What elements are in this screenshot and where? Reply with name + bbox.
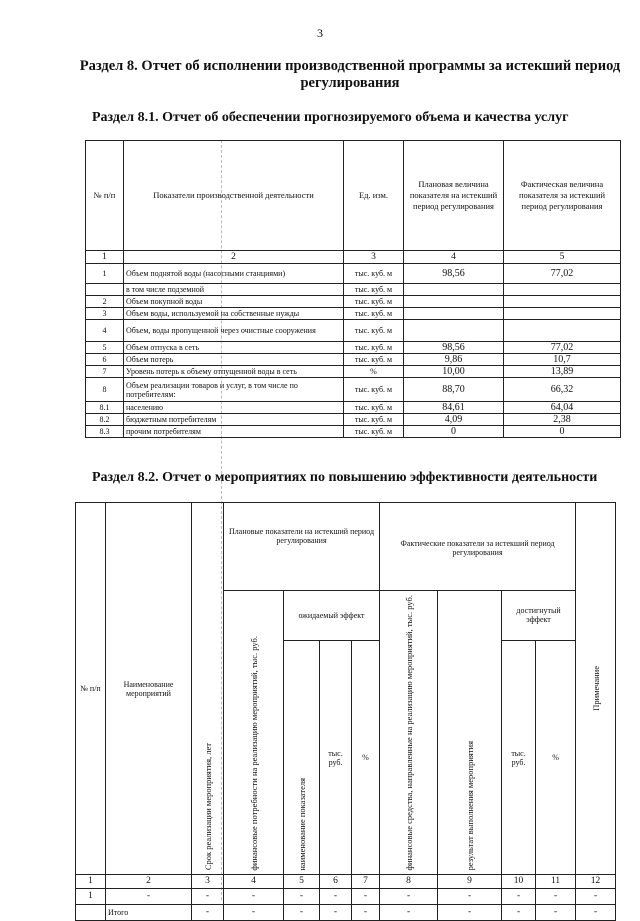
row-num: 3: [86, 308, 124, 320]
header-name: Наименование мероприятий: [106, 503, 192, 875]
table-row: [76, 889, 616, 905]
row-fact: [504, 320, 621, 342]
row-plan: 88,70: [404, 378, 504, 402]
cell: -: [192, 905, 224, 921]
header-fact-group: Фактические показатели за истекший период регулирования: [380, 503, 576, 591]
header-note-text: Примечание: [590, 666, 601, 712]
cell: -: [284, 905, 320, 921]
header-result: [438, 591, 502, 875]
header-indicator: Показатели производственной деятельности: [124, 141, 344, 251]
col-number: 5: [504, 251, 621, 264]
row-fact: 64,04: [504, 402, 621, 414]
row-unit: тыс. куб. м: [344, 320, 404, 342]
table-row: [86, 296, 621, 308]
header-fin-need: [224, 591, 284, 875]
header-fin-spent: [380, 591, 438, 875]
header-percent: %: [352, 640, 380, 875]
row-plan: [404, 296, 504, 308]
row-name: Объем поднятой воды (насосными станциями): [124, 264, 344, 284]
cell: -: [106, 889, 192, 905]
row-fact: 66,32: [504, 378, 621, 402]
row-name: Объем воды, используемой на собственные нужды: [124, 308, 344, 320]
header-term-text: Срок реализации мероприятия, лет: [202, 743, 213, 871]
header-fin-spent-text: финансовые средства, направленные на реализацию мероприятий, тыс. руб.: [403, 595, 414, 871]
row-unit: тыс. куб. м: [344, 354, 404, 366]
row-plan: 98,56: [404, 264, 504, 284]
row-unit: тыс. куб. м: [344, 342, 404, 354]
cell: -: [502, 889, 536, 905]
col-number: 8: [380, 875, 438, 889]
col-number: 9: [438, 875, 502, 889]
row-unit: тыс. куб. м: [344, 296, 404, 308]
section-8-1-title: Раздел 8.1. Отчет об обеспечении прогнозируемого объема и качества услуг: [92, 110, 569, 125]
row-num: 2: [86, 296, 124, 308]
row-num: 8.2: [86, 414, 124, 426]
header-num: № п/п: [76, 503, 106, 875]
row-plan: 0: [404, 426, 504, 438]
table-row: [86, 354, 621, 366]
col-number: 6: [320, 875, 352, 889]
table-row: [86, 414, 621, 426]
table-row: [86, 426, 621, 438]
cell: [76, 905, 106, 921]
row-fact: [504, 296, 621, 308]
row-fact: [504, 284, 621, 296]
cell: -: [284, 889, 320, 905]
row-unit: тыс. куб. м: [344, 308, 404, 320]
table-row: [86, 402, 621, 414]
row-plan: 98,56: [404, 342, 504, 354]
row-unit: тыс. куб. м: [344, 426, 404, 438]
page-number: 3: [317, 26, 323, 40]
row-plan: [404, 320, 504, 342]
col-number: 11: [536, 875, 576, 889]
header-indicator-name: [284, 640, 320, 875]
row-fact: 10,7: [504, 354, 621, 366]
cell: -: [502, 905, 536, 921]
table-row: [86, 284, 621, 296]
col-number: 7: [352, 875, 380, 889]
row-num: 5: [86, 342, 124, 354]
production-indicators-table: [85, 140, 621, 438]
row-name: Объем реализации товаров и услуг, в том числе по потребителям:: [124, 378, 344, 402]
cell: -: [536, 905, 576, 921]
cell: -: [576, 905, 616, 921]
row-num: 4: [86, 320, 124, 342]
header-result-text: результат выполнения мероприятия: [464, 741, 475, 871]
row-unit: тыс. куб. м: [344, 264, 404, 284]
header-num: № п/п: [86, 141, 124, 251]
col-number: 3: [192, 875, 224, 889]
cell-total-label: Итого: [106, 905, 192, 921]
col-number: 12: [576, 875, 616, 889]
row-name: прочим потребителям: [124, 426, 344, 438]
col-number: 3: [344, 251, 404, 264]
header-achieved-effect: достигнутый эффект: [502, 591, 576, 641]
cell: -: [224, 889, 284, 905]
cell: -: [192, 889, 224, 905]
header-thous-rub-2: тыс. руб.: [502, 640, 536, 875]
table-row: [86, 264, 621, 284]
row-unit: тыс. куб. м: [344, 378, 404, 402]
col-number: 1: [86, 251, 124, 264]
cell: -: [380, 905, 438, 921]
row-plan: 10,00: [404, 366, 504, 378]
header-note: [576, 503, 616, 875]
col-number: 4: [224, 875, 284, 889]
efficiency-measures-table: [75, 502, 616, 921]
cell: -: [438, 889, 502, 905]
cell: -: [536, 889, 576, 905]
col-number: 5: [284, 875, 320, 889]
table-row: [86, 378, 621, 402]
col-number: 2: [106, 875, 192, 889]
row-plan: 84,61: [404, 402, 504, 414]
page-title: Раздел 8. Отчет об исполнении производственной программы за истекший период регулирования: [79, 58, 621, 91]
header-fin-need-text: финансовые потребности на реализацию мероприятий, тыс. руб.: [248, 635, 259, 871]
row-num: 8: [86, 378, 124, 402]
cell: -: [320, 905, 352, 921]
cell: -: [380, 889, 438, 905]
row-name: Объем потерь: [124, 354, 344, 366]
cell: -: [224, 905, 284, 921]
row-plan: 4,09: [404, 414, 504, 426]
table-row: [86, 366, 621, 378]
row-num: [86, 284, 124, 296]
row-unit: тыс. куб. м: [344, 402, 404, 414]
row-name: в том числе подземной: [124, 284, 344, 296]
row-name: Объем отпуска в сеть: [124, 342, 344, 354]
cell: -: [320, 889, 352, 905]
header-plan: Плановая величина показателя на истекший период регулирования: [404, 141, 504, 251]
cell: -: [352, 889, 380, 905]
row-unit: %: [344, 366, 404, 378]
cell: -: [576, 889, 616, 905]
row-plan: [404, 308, 504, 320]
col-number: 1: [76, 875, 106, 889]
col-number: 4: [404, 251, 504, 264]
row-fact: [504, 308, 621, 320]
col-number: 10: [502, 875, 536, 889]
row-num: 1: [86, 264, 124, 284]
row-plan: [404, 284, 504, 296]
header-plan-group: Плановые показатели на истекший период регулирования: [224, 503, 380, 591]
row-name: Объем покупной воды: [124, 296, 344, 308]
row-name: населению: [124, 402, 344, 414]
table-row: [86, 308, 621, 320]
header-term: [192, 503, 224, 875]
row-name: Объем, воды пропущенной через очистные сооружения: [124, 320, 344, 342]
row-num: 8.3: [86, 426, 124, 438]
row-num: 6: [86, 354, 124, 366]
cell: -: [438, 905, 502, 921]
row-unit: тыс. куб. м: [344, 414, 404, 426]
row-fact: 77,02: [504, 264, 621, 284]
section-8-2-title: Раздел 8.2. Отчет о мероприятиях по повышению эффективности деятельности: [92, 470, 598, 485]
table-row: [86, 342, 621, 354]
table-row-total: [76, 905, 616, 921]
row-fact: 2,38: [504, 414, 621, 426]
row-num: 7: [86, 366, 124, 378]
row-fact: 13,89: [504, 366, 621, 378]
header-unit: Ед. изм.: [344, 141, 404, 251]
header-thous-rub: тыс. руб.: [320, 640, 352, 875]
cell: -: [352, 905, 380, 921]
row-plan: 9,86: [404, 354, 504, 366]
row-num: 8.1: [86, 402, 124, 414]
row-name: Уровень потерь к объему отпущенной воды в сеть: [124, 366, 344, 378]
row-unit: тыс. куб. м: [344, 284, 404, 296]
header-expected-effect: ожидаемый эффект: [284, 591, 380, 641]
row-name: бюджетным потребителям: [124, 414, 344, 426]
header-percent-2: %: [536, 640, 576, 875]
cell: 1: [76, 889, 106, 905]
col-number: 2: [124, 251, 344, 264]
row-fact: 77,02: [504, 342, 621, 354]
header-fact: Фактическая величина показателя за истекший период регулирования: [504, 141, 621, 251]
header-indicator-name-text: наименование показателя: [296, 777, 307, 871]
row-fact: 0: [504, 426, 621, 438]
table-row: [86, 320, 621, 342]
